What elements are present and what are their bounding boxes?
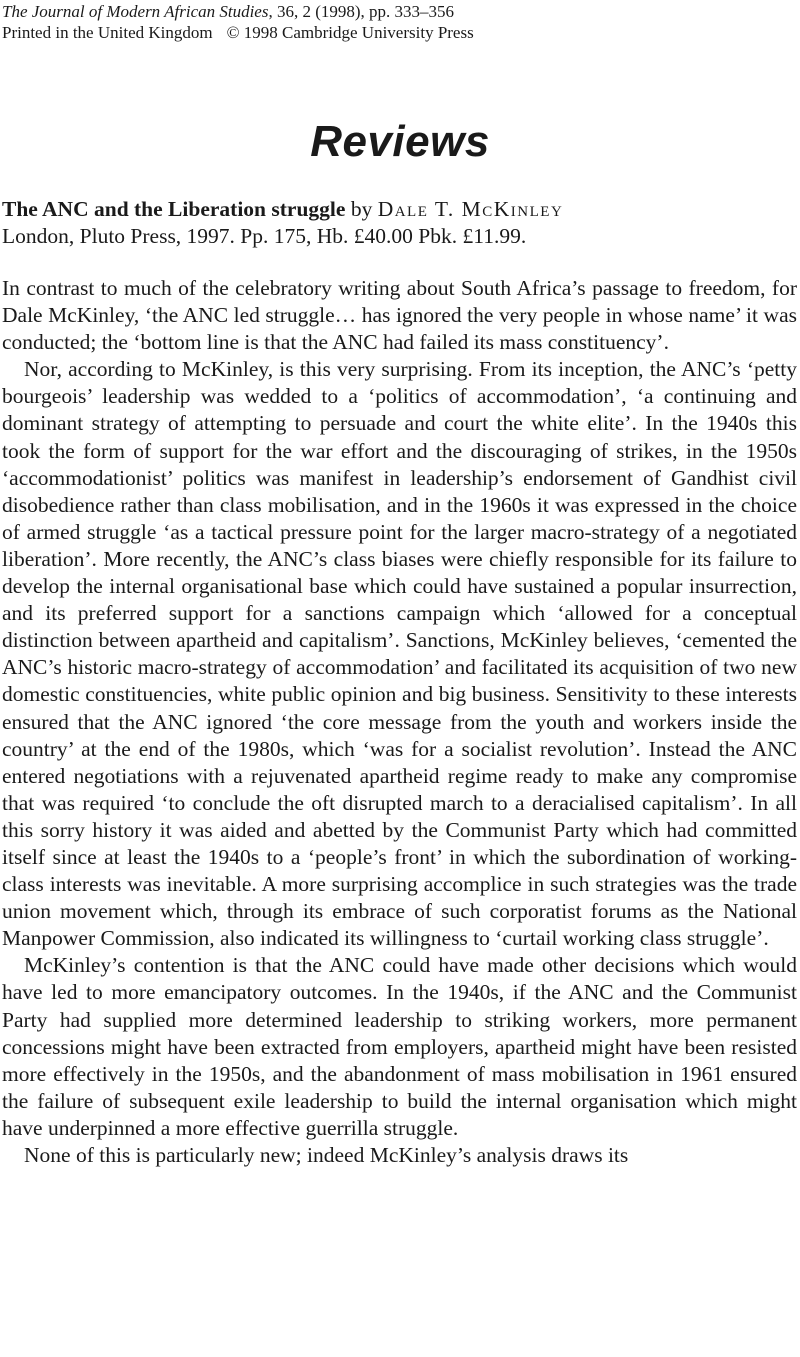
publication-details: London, Pluto Press, 1997. Pp. 175, Hb. £40.00 Pbk. £11.99.	[2, 224, 527, 248]
paragraph-3: McKinley’s contention is that the ANC could have made other decisions which would have led to more emancipatory outcomes. In the 1940s, if the ANC and the Communist Party had supplied more determined leadership to striking workers, more permanent concessions might have been extracted from employers, apartheid might have been resisted more effectively in the 1950s, and the abandonment of mass mobilisation in 1961 ensured the failure of subsequent exile leadership to build the internal organisation which might have underpinned a more effective guerrilla struggle.	[2, 953, 797, 1140]
printed-in: Printed in the United Kingdom	[2, 23, 213, 42]
journal-citation	[2, 1, 474, 22]
copyright-notice: © 1998 Cambridge University Press	[226, 23, 474, 42]
volume-issue-pages: , 36, 2 (1998), pp. 333–356	[268, 2, 455, 21]
running-head	[2, 1, 474, 43]
book-citation-line	[2, 196, 798, 223]
paragraph-2: Nor, according to McKinley, is this very surprising. From its inception, the ANC’s ‘petty bourgeois’ leadership was wedded to a ‘politics of accommodation’, ‘a continuing and dominant strategy of attempting to persuade and court the white elite’. In the 1940s this took the form of support for the war effort and the discouraging of strikes, in the 1950s ‘accommodationist’ politics was manifest in leadership’s endorsement of Gandhist civil disobedience rather than class mobilisation, and in the 1960s it was expressed in the choice of armed struggle ‘as a tactical pressure point for the larger macro-strategy of a negotiated liberation’. More recently, the ANC’s class biases were chiefly responsible for its failure to develop the internal organisational base which could have sustained a popular insurrection, and its preferred support for a sanctions campaign which ‘allowed for a conceptual distinction between apartheid and capitalism’. Sanctions, McKinley believes, ‘cemented the ANC’s historic macro-strategy of accommodation’ and facilitated its acquisition of two new domestic constituencies, white public opinion and big business. Sensitivity to these interests ensured that the ANC ignored ‘the core message from the youth and workers inside the country’ at the end of the 1980s, which ‘was for a socialist revolution’. Instead the ANC entered negotiations with a rejuvenated apartheid regime ready to make any compromise that was required ‘to conclude the oft disrupted march to a deracialised capitalism’. In all this sorry history it was aided and abetted by the Communist Party which had committed itself since at least the 1940s to a ‘people’s front’ in which the subordination of working-class interests was inevitable. A more surprising accomplice in such strategies was the trade union movement which, through its embrace of such corporatist forums as the National Manpower Commission, also indicated its willingness to ‘curtail working class struggle’.	[2, 357, 797, 951]
paragraph-1: In contrast to much of the celebratory writing about South Africa’s passage to freedom, for Dale McKinley, ‘the ANC led struggle… has ignored the very people in whose name’ it was conducted; the ‘bottom line is that the ANC had failed its mass constituency’.	[2, 276, 797, 355]
journal-name: The Journal of Modern African Studies	[2, 2, 269, 21]
review-body	[2, 275, 797, 1169]
review-heading	[2, 196, 798, 250]
book-title: The ANC and the Liberation struggle	[2, 197, 346, 221]
section-title: Reviews	[310, 117, 490, 167]
by-word: by	[345, 197, 378, 221]
paragraph-4: None of this is particularly new; indeed McKinley’s analysis draws its	[24, 1143, 629, 1167]
print-info	[2, 22, 474, 43]
book-author: Dale T. McKinley	[377, 197, 564, 221]
